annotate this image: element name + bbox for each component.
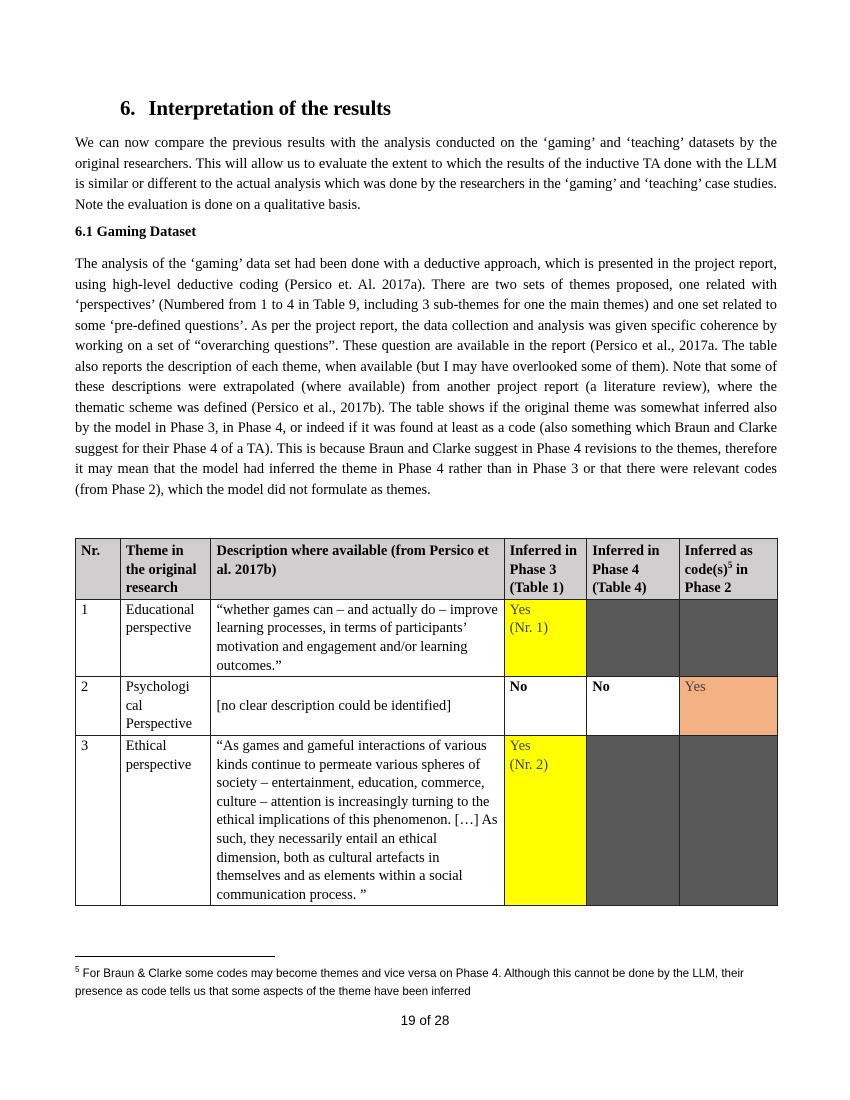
- table-header-row: [76, 539, 778, 600]
- cell-theme: Psychologi cal Perspective: [120, 677, 211, 736]
- footnote: [75, 965, 785, 1001]
- header-phase3: Inferred in Phase 3 (Table 1): [504, 539, 587, 600]
- section-number: 6.: [120, 96, 136, 120]
- description-text: [no clear description could be identified]: [216, 697, 452, 714]
- cell-phase2: [679, 735, 777, 905]
- header-phase2-text-end: in Phase 2: [684, 561, 748, 597]
- themes-comparison-table: [75, 538, 778, 906]
- section-title: Interpretation of the results: [148, 96, 391, 120]
- header-theme: Theme in the original research: [120, 539, 211, 600]
- cell-phase3: No: [504, 677, 587, 736]
- table-row: [76, 735, 778, 905]
- cell-phase3: [504, 599, 587, 676]
- cell-phase4: No: [587, 677, 679, 736]
- cell-description: [211, 677, 504, 736]
- table-row: [76, 677, 778, 736]
- cell-description: “whether games can – and actually do – improve learning processes, in terms of participants’ motivation and engagement and/or learning outcomes.”: [211, 599, 504, 676]
- header-phase2: [679, 539, 777, 600]
- cell-theme: Educational perspective: [120, 599, 211, 676]
- cell-phase3: [504, 735, 587, 905]
- cell-description: “As games and gameful interactions of various kinds continue to permeate various spheres of society – entertainment, education, commerce, culture – attention is increasingly turning to the ethical implications of this phenomenon. […] As such, they necessarily entail an ethical dimension, both as cultural artefacts in themselves and as elements within a social communication process. ”: [211, 735, 504, 905]
- table-row: [76, 599, 778, 676]
- footnote-ref: 5: [727, 559, 733, 570]
- cell-phase2: Yes: [679, 677, 777, 736]
- footnote-marker: 5: [75, 965, 80, 975]
- page-number: 19 of 28: [400, 1013, 450, 1028]
- cell-nr: 1: [76, 599, 121, 676]
- header-phase4: Inferred in Phase 4 (Table 4): [587, 539, 679, 600]
- section-heading: [120, 96, 391, 121]
- header-nr: Nr.: [76, 539, 121, 600]
- phase3-ref: (Nr. 2): [509, 756, 549, 773]
- cell-phase4: [587, 735, 679, 905]
- header-description: Description where available (from Persico et al. 2017b): [211, 539, 504, 600]
- cell-phase4: [587, 599, 679, 676]
- cell-nr: 2: [76, 677, 121, 736]
- phase3-value: Yes: [509, 601, 531, 618]
- cell-nr: 3: [76, 735, 121, 905]
- intro-paragraph: We can now compare the previous results with the analysis conducted on the ‘gaming’ and ‘teaching’ datasets by the original researchers. This will allow us to evaluate the extent to which the results of the inductive TA done with the LLM is similar or different to the actual analysis which was done by the researchers in the ‘gaming’ and ‘teaching’ case studies. Note the evaluation is done on a qualitative basis.: [75, 135, 777, 213]
- header-phase2-text: Inferred as code(s): [684, 543, 753, 578]
- phase3-value: Yes: [509, 737, 531, 754]
- cell-phase2: [679, 599, 777, 676]
- footnote-text: For Braun & Clarke some codes may become themes and vice versa on Phase 4. Although this cannot be done by the LLM, their presence as code tells us that some aspects of the theme have been inferred: [75, 967, 744, 998]
- footnote-divider: [75, 956, 275, 957]
- phase3-ref: (Nr. 1): [509, 620, 549, 637]
- gaming-dataset-paragraph: The analysis of the ‘gaming’ data set had been done with a deductive approach, which is presented in the project report, using high-level deductive coding (Persico et. Al. 2017a). There are two sets of themes proposed, one related with ‘perspectives’ (Numbered from 1 to 4 in Table 9, including 3 sub-themes for one the main themes) and one set related to some ‘pre-defined questions’. As per the project report, the data collection and analysis was given specific coherence by working on a set of “overarching questions”. These question are available in the report (Persico et al., 2017a. The table also reports the description of each theme, when available (but I may have overlooked some of them). Note that some of these descriptions were extrapolated (where available) from another project report (a literature review), where the thematic scheme was defined (Persico et al., 2017b). The table shows if the original theme was somewhat inferred also by the model in Phase 3, in Phase 4, or indeed if it was found at least as a code (also something which Braun and Clarke suggest for their Phase 4 of a TA). This is because Braun and Clarke suggest in Phase 4 revisions to the themes, therefore it may mean that the model had inferred the theme in Phase 4 rather than in Phase 3 or that there were relevant codes (from Phase 2), which the model did not formulate as themes.: [75, 256, 777, 498]
- cell-theme: Ethical perspective: [120, 735, 211, 905]
- subsection-heading: 6.1 Gaming Dataset: [75, 224, 197, 240]
